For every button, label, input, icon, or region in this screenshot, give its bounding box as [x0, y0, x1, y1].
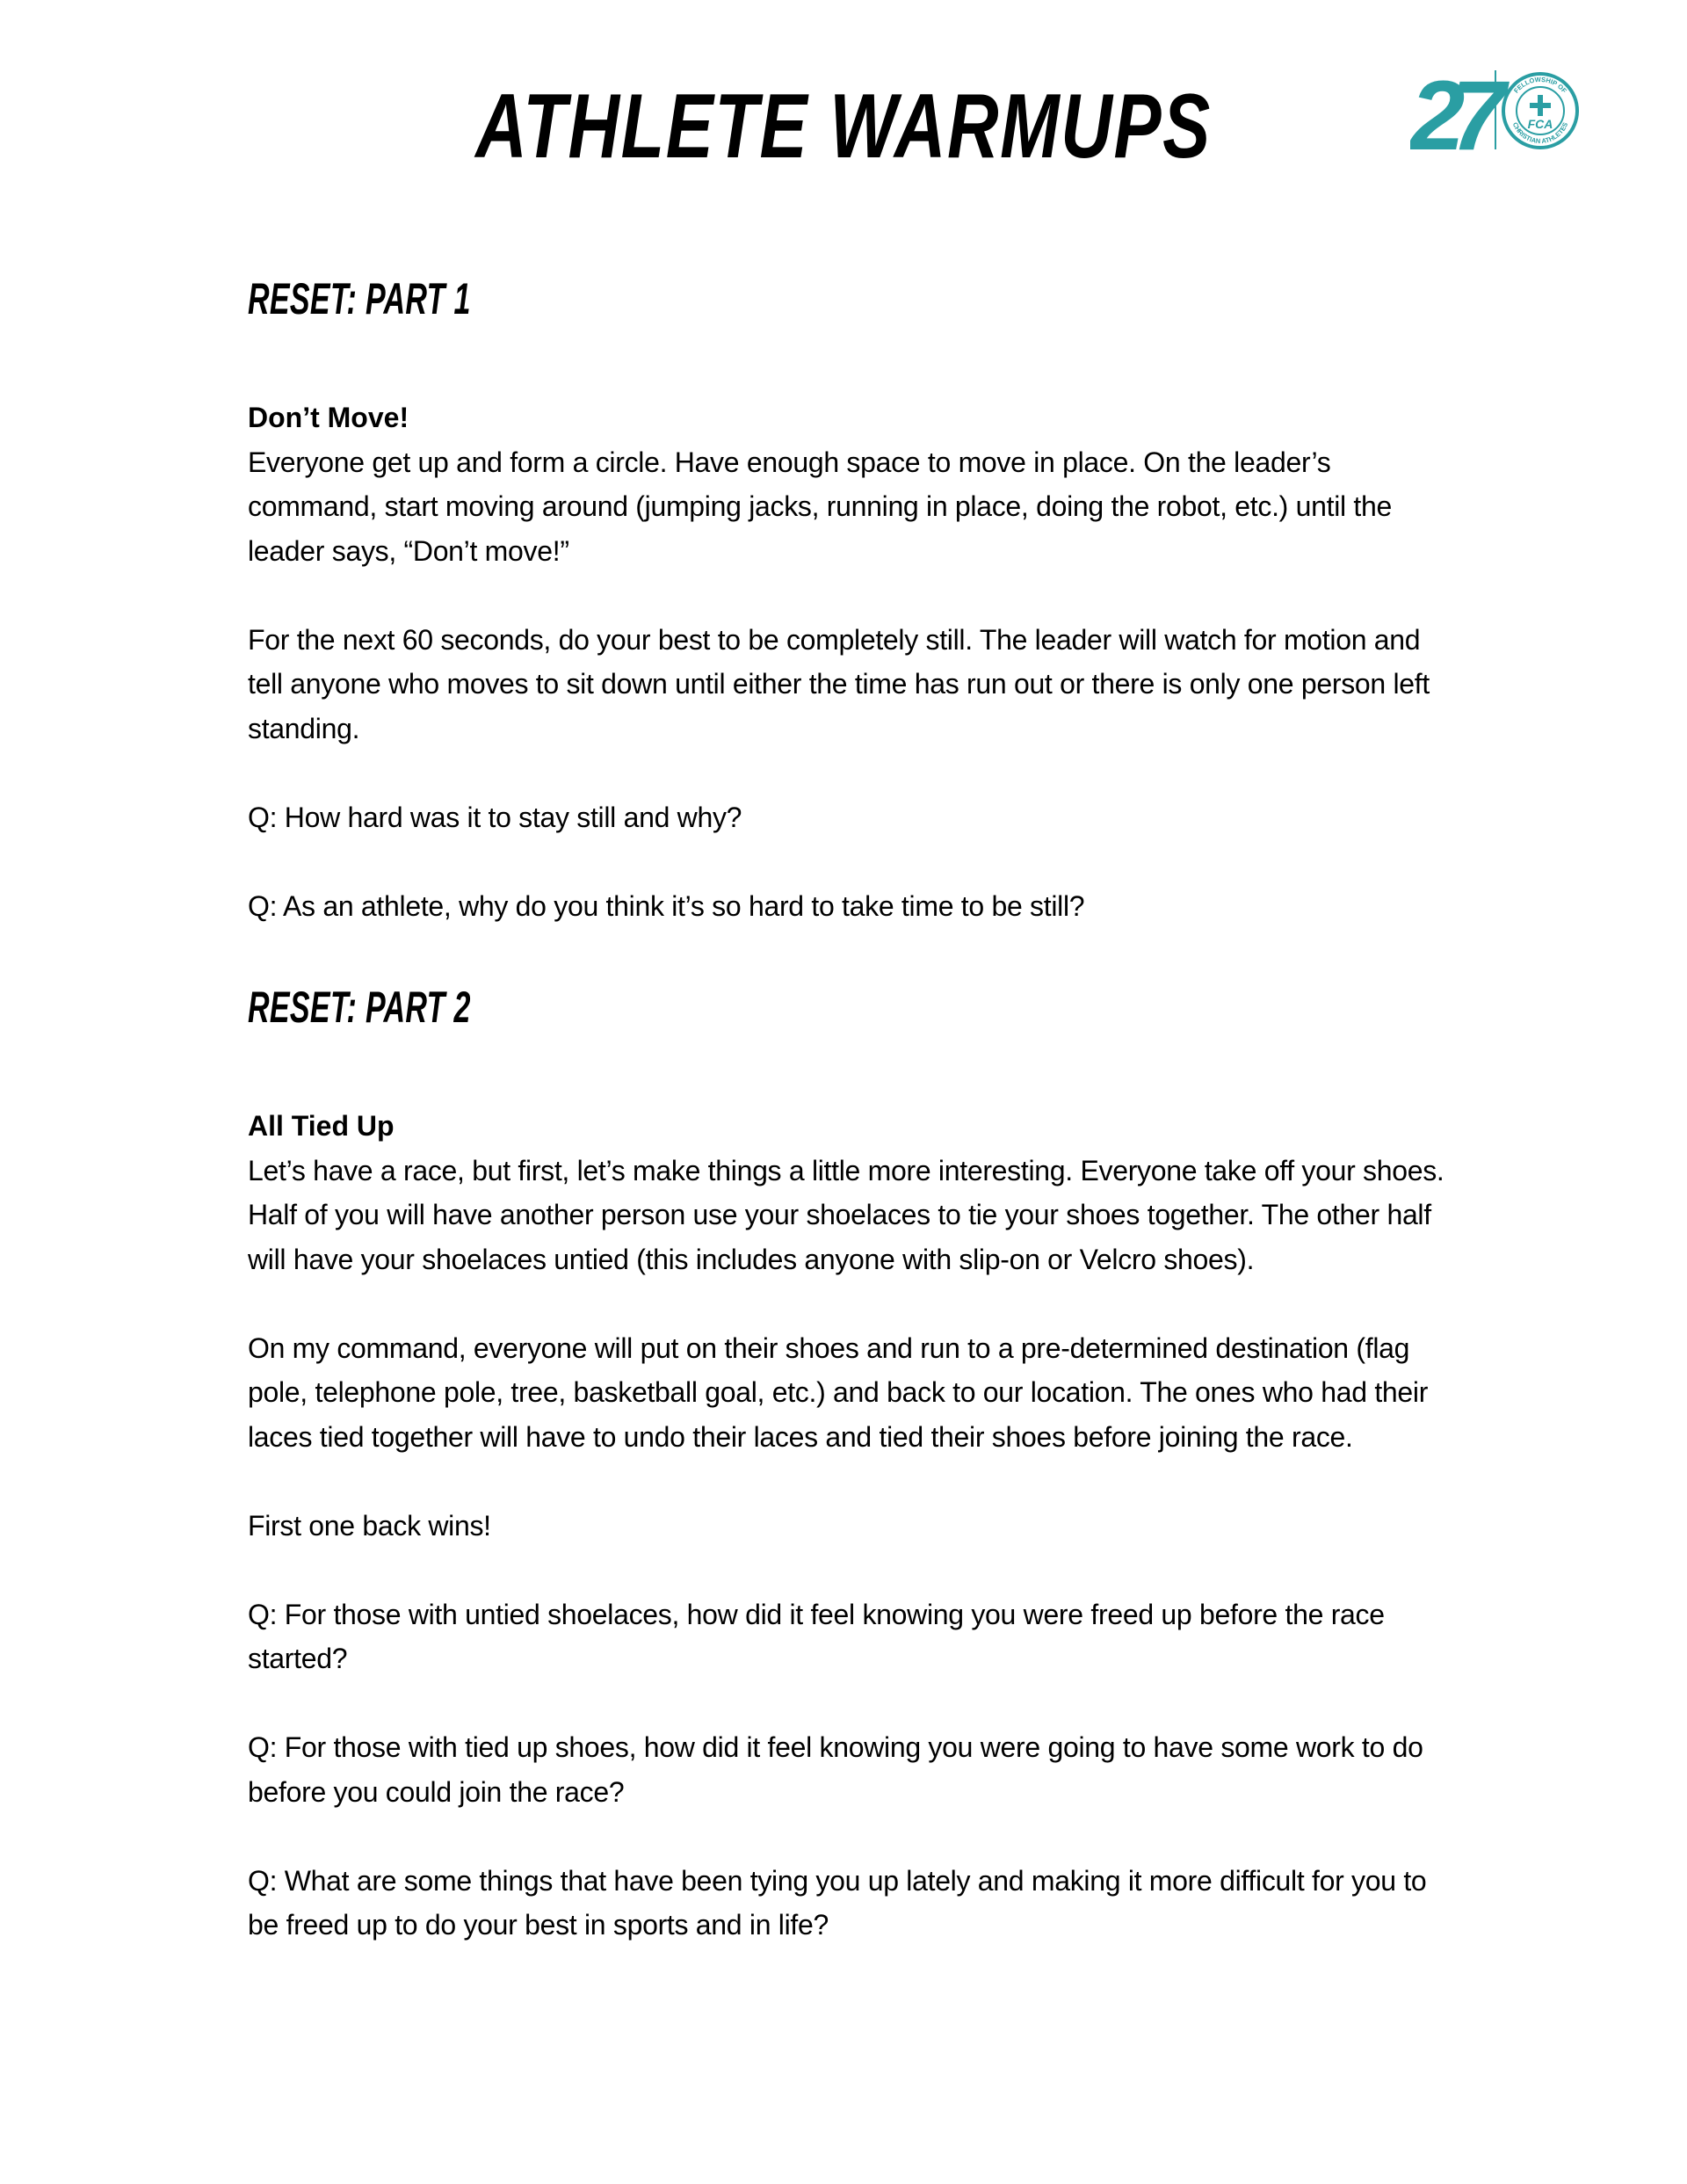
question: Q: For those with tied up shoes, how did it feel knowing you were going to have some work to do before you could join the race?	[248, 1731, 1423, 1808]
svg-text:FCA: FCA	[1527, 117, 1553, 131]
paragraph: First one back wins!	[248, 1509, 491, 1542]
question: Q: What are some things that have been tying you up lately and making it more difficult for you to be freed up to do your best in sports and in life?	[248, 1864, 1427, 1941]
section-heading: RESET: PART 1	[248, 274, 471, 323]
paragraph: Let’s have a race, but first, let’s make things a little more interesting. Everyone take off your shoes. Half of you will have another person use your shoelaces to tie your shoes together. The other half will have your shoelaces untied (this includes anyone with slip-on or Velcro shoes).	[248, 1154, 1444, 1275]
fca-27-logo	[1410, 58, 1586, 160]
section-reset-part-1	[248, 264, 1452, 928]
question: Q: For those with untied shoelaces, how did it feel knowing you were freed up before the race started?	[248, 1598, 1385, 1674]
paragraph: Everyone get up and form a circle. Have enough space to move in place. On the leader’s command, start moving around (jumping jacks, running in place, doing the robot, etc.) until the leader says, “Don’t move!”	[248, 446, 1392, 567]
section-reset-part-2	[248, 972, 1452, 1948]
activity-title: All Tied Up	[248, 1110, 395, 1142]
logo-27: 27	[1410, 61, 1492, 160]
svg-text:CHRISTIAN ATHLETES: CHRISTIAN ATHLETES	[1510, 120, 1570, 146]
section-heading: RESET: PART 2	[248, 983, 471, 1032]
fca-seal	[1503, 74, 1577, 148]
activity-title: Don’t Move!	[248, 402, 409, 433]
question: Q: As an athlete, why do you think it’s so hard to take time to be still?	[248, 889, 1085, 922]
document-body	[248, 264, 1452, 1948]
paragraph: For the next 60 seconds, do your best to be completely still. The leader will watch for motion and tell anyone who moves to sit down until either the time has run out or there is only one person left standing.	[248, 623, 1430, 744]
svg-text:FELLOWSHIP OF: FELLOWSHIP OF	[1512, 75, 1568, 95]
page-title: ATHLETE WARMUPS	[475, 76, 1212, 178]
question: Q: How hard was it to stay still and why?	[248, 801, 742, 833]
paragraph: On my command, everyone will put on their shoes and run to a pre-determined destination (flag pole, telephone pole, tree, basketball goal, etc.) and back to our location. The ones who had their laces tied together will have to undo their laces and tied their shoes before joining the race.	[248, 1331, 1429, 1453]
